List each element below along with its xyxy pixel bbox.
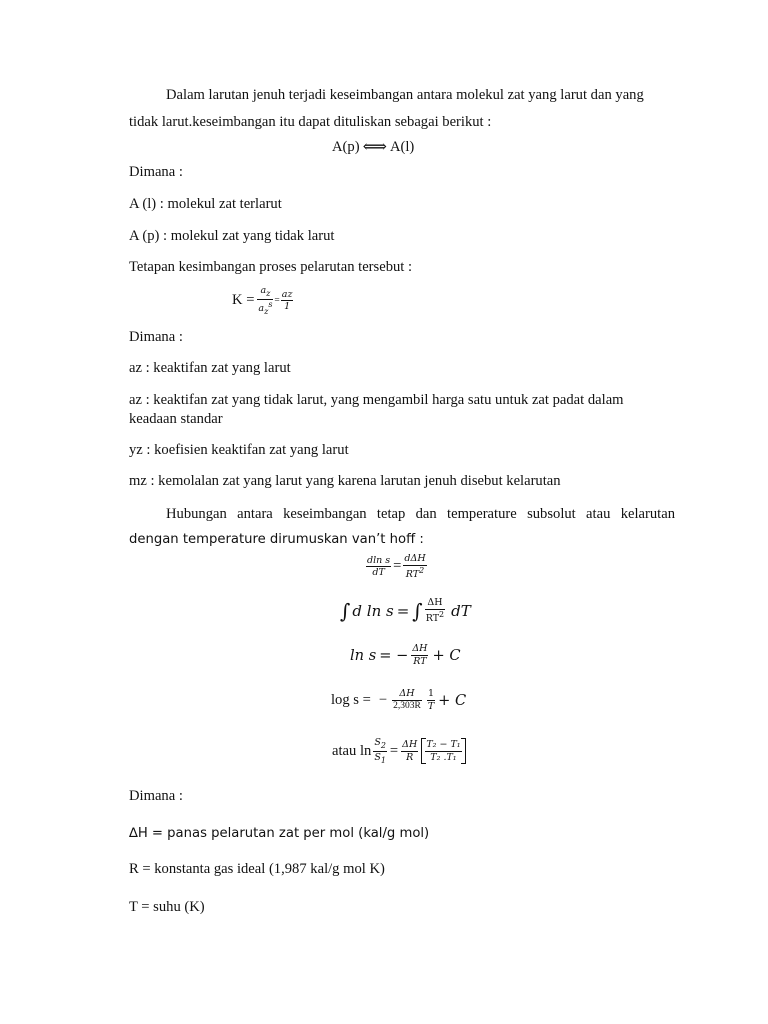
- eq1-den-right-sup: 2: [419, 565, 425, 575]
- eq5-bracket: [421, 738, 465, 764]
- eq3-lhs: ln s: [350, 646, 377, 664]
- k-formula-fraction-1: [257, 286, 273, 316]
- eq5-num-left: S: [374, 737, 381, 748]
- definition-yz: yz : koefisien keaktifan zat yang larut: [129, 442, 349, 458]
- eq3-tail: + C: [432, 646, 461, 664]
- hubungan-line-2: dengan temperature dirumuskan van’t hoff :: [129, 532, 424, 547]
- eq4-minus: −: [378, 691, 388, 708]
- k-f1-den-sup: s: [268, 299, 273, 309]
- eq3-fraction: [411, 644, 428, 666]
- intro-line-1: Dalam larutan jenuh terjadi keseimbangan antara molekul zat yang larut dan yang: [166, 87, 644, 103]
- eq4-tail: + C: [438, 691, 467, 709]
- eq5-den-right: T₂ .T₁: [430, 751, 457, 763]
- integral-sign-1: ∫: [340, 598, 351, 623]
- dimana-heading-2: Dimana :: [129, 329, 183, 345]
- definition-delta-h: [129, 824, 429, 843]
- eq4-num-2: 1: [427, 688, 434, 699]
- definition-delta-h-text: ∆H = panas pelarutan zat per mol (kal/g mol): [129, 826, 430, 841]
- eq2-tail: dT: [451, 601, 471, 620]
- k-f1-num-sub: z: [266, 288, 271, 298]
- vant-hoff-eq-1: [366, 554, 427, 579]
- eq5-fraction-right: [425, 740, 461, 762]
- vant-hoff-eq-5: [332, 738, 466, 765]
- eq5-fraction-mid: [401, 740, 418, 762]
- eq4-den: 2,303R: [393, 700, 421, 711]
- definition-al: A (l) : molekul zat terlarut: [129, 196, 282, 212]
- k-formula-lhs: K =: [232, 292, 255, 309]
- eq1-den-left: dT: [372, 567, 385, 579]
- vant-hoff-eq-3: [350, 644, 461, 666]
- eq5-den-mid: R: [406, 751, 414, 763]
- eq2-fraction: [425, 598, 445, 623]
- eq1-num-left: dln s: [367, 554, 391, 566]
- equilibrium-left: A(p): [332, 138, 360, 155]
- eq5-num-right: T₂ − T₁: [426, 739, 461, 751]
- eq5-equals: =: [389, 742, 399, 759]
- definition-t: T = suhu (K): [129, 899, 205, 915]
- eq2-equals: =: [396, 601, 410, 620]
- k-f1-den: a: [258, 303, 265, 315]
- eq3-equals: = −: [379, 646, 409, 664]
- dimana-heading-1: Dimana :: [129, 164, 183, 180]
- eq5-lhs: atau ln: [332, 742, 372, 759]
- definition-mz: mz : kemolalan zat yang larut yang karena larutan jenuh disebut kelarutan: [129, 473, 561, 489]
- definition-az-2-cont: keadaan standar: [129, 411, 223, 427]
- definition-az-1: az : keaktifan zat yang larut: [129, 360, 291, 376]
- integral-sign-2: ∫: [412, 598, 423, 623]
- dimana-heading-3: Dimana :: [129, 788, 183, 804]
- eq2-lhs: d ln s: [352, 601, 394, 620]
- k-f2-num: az: [281, 288, 293, 300]
- eq5-fraction-left: [373, 738, 387, 765]
- k-f1-num: a: [260, 285, 267, 296]
- tetapan-text: Tetapan kesimbangan proses pelarutan tersebut :: [129, 259, 413, 275]
- definition-ap: A (p) : molekul zat yang tidak larut: [129, 228, 335, 244]
- eq5-den-left: S: [374, 751, 381, 763]
- eq2-den: RT: [425, 612, 440, 624]
- eq5-num-mid: ΔH: [402, 739, 418, 751]
- k-formula-fraction-2: [281, 290, 294, 312]
- eq1-fraction-left: [366, 556, 391, 578]
- equilibrium-equation: [332, 137, 414, 157]
- eq1-fraction-right: [403, 554, 426, 579]
- eq5-den-left-sub: 1: [380, 755, 386, 765]
- k-f2-den: 1: [284, 301, 291, 313]
- equilibrium-right: A(l): [389, 138, 415, 155]
- hubungan-line-1: Hubungan antara keseimbangan tetap dan temperature subsolut atau kelarutan: [166, 506, 675, 522]
- intro-line-2: tidak larut.keseimbangan itu dapat dituliskan sebagai berikut :: [129, 114, 492, 130]
- vant-hoff-eq-4: [331, 689, 466, 711]
- eq4-fraction-1: [392, 689, 422, 711]
- double-arrow-icon: ⟺: [362, 137, 387, 156]
- eq1-equals: =: [393, 558, 402, 575]
- eq4-fraction-2: [427, 689, 435, 711]
- definition-az-2: az : keaktifan zat yang tidak larut, yang mengambil harga satu untuk zat padat dalam: [129, 392, 624, 408]
- k-formula-eq: =: [274, 295, 280, 306]
- eq4-lhs: log s =: [331, 691, 371, 708]
- eq2-num: ΔH: [425, 598, 445, 610]
- eq3-num: ΔH: [412, 643, 428, 654]
- eq2-den-sup: 2: [439, 609, 445, 619]
- eq1-den-right: RT: [405, 568, 420, 580]
- eq3-den: RT: [413, 655, 427, 667]
- definition-r: R = konstanta gas ideal (1,987 kal/g mol K): [129, 861, 385, 877]
- eq5-num-left-sub: 2: [380, 740, 386, 750]
- k-f1-den-sub: z: [264, 306, 269, 316]
- k-formula: [232, 286, 293, 316]
- eq4-num: ΔH: [392, 689, 422, 701]
- eq1-num-right: dΔH: [404, 553, 426, 564]
- vant-hoff-eq-2: [340, 598, 471, 623]
- eq4-den-2: T: [427, 700, 435, 712]
